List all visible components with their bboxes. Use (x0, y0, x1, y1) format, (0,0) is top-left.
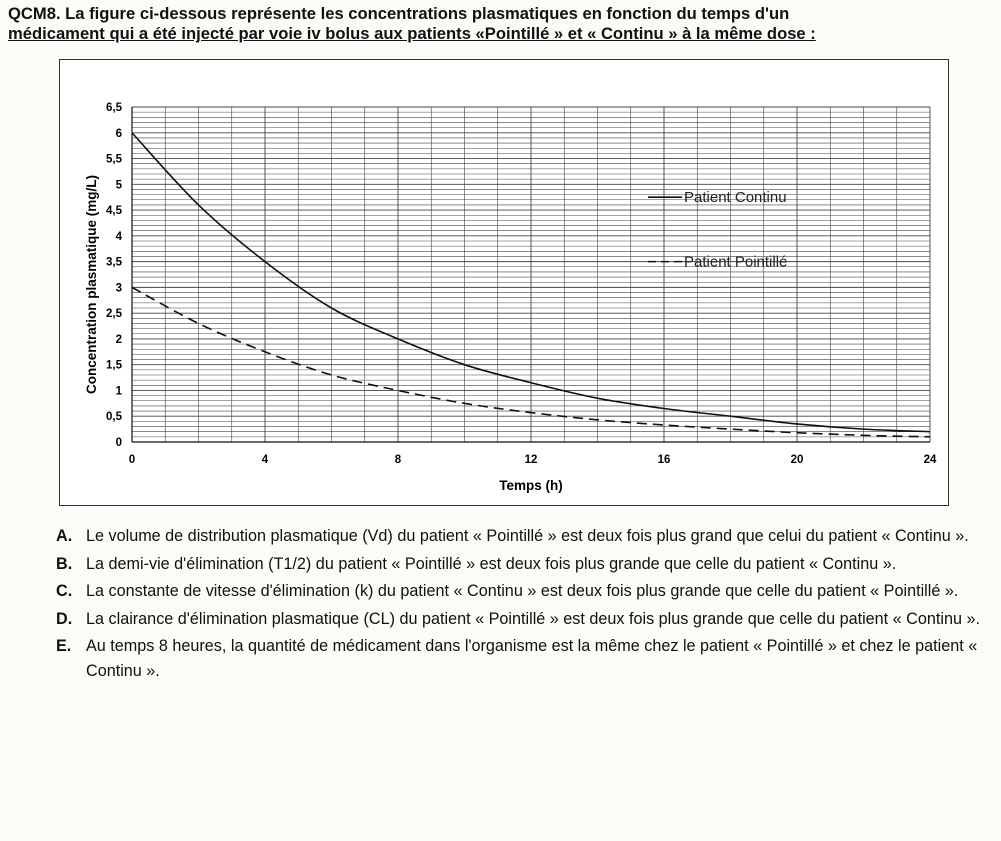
y-tick-label: 3 (115, 282, 122, 295)
x-tick-label: 16 (657, 454, 671, 466)
answer-option-text: Le volume de distribution plasmatique (Vd) du patient « Pointillé » est deux fois plus grand que celui du patient « Continu ». (86, 527, 969, 545)
x-tick-label: 8 (394, 454, 402, 466)
answer-option-letter: C. (56, 582, 73, 600)
x-axis-title: Temps (h) (499, 478, 563, 493)
y-tick-label: 5 (115, 179, 122, 192)
y-tick-label: 5,5 (106, 153, 122, 166)
answer-option-letter: A. (56, 527, 73, 545)
line-chart (60, 60, 950, 507)
x-tick-label: 20 (790, 454, 804, 466)
y-tick-label: 1 (115, 385, 122, 398)
answer-options (56, 524, 986, 686)
question-line-2: médicament qui a été injecté par voie iv bolus aux patients «Pointillé » et « Continu » à la même dose : (8, 24, 816, 43)
answer-option-letter: E. (56, 637, 72, 655)
answer-option-text: La clairance d'élimination plasmatique (CL) du patient « Pointillé » est deux fois plus grande que celle du patient « Continu ». (86, 609, 980, 628)
x-tick-label: 0 (128, 454, 136, 466)
answer-option-text: La constante de vitesse d'élimination (k) du patient « Continu » est deux fois plus grande que celle du patient « Pointillé ». (86, 582, 959, 600)
legend-label: Patient Continu (684, 189, 787, 207)
x-tick-label: 24 (923, 454, 937, 466)
y-tick-label: 6 (115, 127, 122, 140)
answer-option-letter: B. (56, 554, 73, 573)
answer-option (56, 552, 986, 577)
question-line-1: QCM8. La figure ci-dessous représente les concentrations plasmatiques en fonction du temps d'un (8, 4, 790, 23)
x-tick-label: 4 (261, 454, 269, 466)
answer-option-text: Au temps 8 heures, la quantité de médicament dans l'organisme est la même chez le patient « Pointillé » et chez le patient « Continu ». (86, 637, 978, 680)
question-text (8, 4, 993, 44)
y-tick-label: 2 (115, 333, 122, 346)
answer-option (56, 579, 986, 604)
y-tick-label: 4 (115, 230, 122, 243)
y-tick-label: 6,5 (106, 102, 122, 114)
chart-figure (59, 59, 949, 506)
answer-option-letter: D. (56, 609, 73, 628)
y-tick-label: 2,5 (106, 308, 122, 321)
legend-label: Patient Pointillé (684, 253, 788, 271)
y-tick-label: 0,5 (106, 411, 122, 424)
answer-option (56, 524, 986, 549)
answer-option (56, 634, 986, 683)
y-tick-label: 0 (115, 437, 122, 449)
y-tick-label: 3,5 (106, 256, 122, 269)
y-axis-title: Concentration plasmatique (mg/L) (84, 174, 99, 395)
y-tick-label: 1,5 (106, 359, 122, 372)
answer-option-text: La demi-vie d'élimination (T1/2) du patient « Pointillé » est deux fois plus grande que celle du patient « Continu ». (86, 554, 897, 573)
answer-option (56, 607, 986, 632)
x-tick-label: 12 (524, 454, 538, 466)
y-tick-label: 4,5 (106, 205, 122, 218)
